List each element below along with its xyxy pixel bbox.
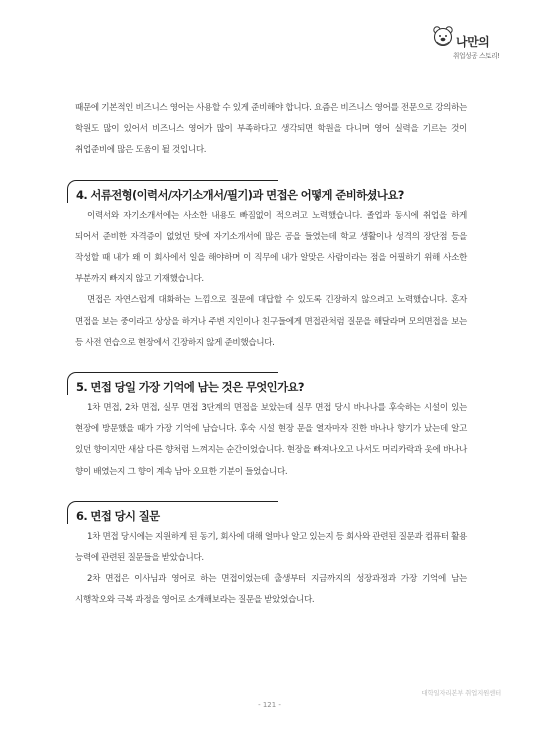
section-paragraph: 이력서와 자기소개서에는 사소한 내용도 빠짐없이 적으려고 노력했습니다. 졸업과 동시에 취업을 하게 되어서 준비한 자격증이 없었던 탓에 자기소개서에 많은 공을 들였는데 학교 생활이나 성격의 장단점 등을 작성할 때 내가 왜 이 회사에서 일을 해야하며 이 직무에 내가 알맞은 사람이라는 점을 어필하기 위해 사소한 부분까지 빠지지 않고 기재했습니다. (75, 210, 467, 285)
page-number: - 121 - (258, 701, 281, 709)
section-paragraph: 1차 면접 당시에는 지원하게 된 동기, 회사에 대해 얼마나 알고 있는지 등 회사와 관련된 질문과 컴퓨터 활용 능력에 관련된 질문들을 받았습니다. (75, 531, 467, 564)
section-6 (75, 501, 467, 612)
logo-subtitle: 취업성공 스토리! (453, 52, 500, 60)
intro-paragraph: 때문에 기본적인 비즈니스 영어는 사용할 수 있게 준비해야 합니다. 요즘은 비즈니스 영어를 전문으로 강의하는 학원도 많이 있어서 비즈니스 영어가 많이 부족하다고 생각되면 학원을 다니며 영어 실력을 기르는 것이 취업준비에 많은 도움이 될 것입니다. (75, 103, 467, 156)
section-title: 6. 면접 당시 질문 (76, 508, 160, 523)
section-paragraph: 1차 면접, 2차 면접, 실무 면접 3단계의 면접을 보았는데 실무 면접 당시 바나나를 후숙하는 시설이 있는 현장에 방문했을 때가 가장 기억에 남습니다. 후숙 시설 현장 문을 열자마자 진한 바나나 향기가 났는데 알고 있던 향이지만 새삼 다른 향처럼 느껴지는 순간이었습니다. 현장을 빠져나오고 나서도 머리카락과 옷에 바나나 향이 배였는지 그 향이 계속 남아 오묘한 기분이 들었습니다. (75, 403, 467, 477)
section-heading (75, 372, 467, 394)
section-5 (75, 372, 467, 483)
bear-mascot-icon (431, 24, 455, 48)
section-heading (75, 501, 467, 523)
main-content (75, 98, 467, 612)
section-title: 5. 면접 당일 가장 기억에 남는 것은 무엇인가요? (76, 380, 304, 395)
section-title: 4. 서류전형(이력서/자기소개서/필기)과 면접은 어떻게 준비하셨나요? (76, 187, 404, 202)
section-paragraph: 2차 면접은 이사님과 영어로 하는 면접이었는데 출생부터 지금까지의 성장과정과 가장 기억에 남는 시행착오와 극복 과정을 영어로 소개해보라는 질문을 받았었습니다. (75, 574, 467, 606)
section-paragraph: 면접은 자연스럽게 대화하는 느낌으로 질문에 대답할 수 있도록 긴장하지 않으려고 노력했습니다. 혼자 면접을 보는 중이라고 상상을 하거나 주변 지인이나 친구들에게 면접관처럼 질문을 해달라며 모의면접을 보는 등 사전 연습으로 현장에서 긴장하지 않게 준비했습니다. (75, 295, 467, 348)
brand-logo (431, 24, 501, 64)
logo-title: 나만의 (456, 35, 490, 49)
section-4 (75, 180, 467, 354)
footer-organization: 대학일자리본부 취업지원센터 (421, 689, 501, 697)
section-heading (75, 180, 467, 202)
